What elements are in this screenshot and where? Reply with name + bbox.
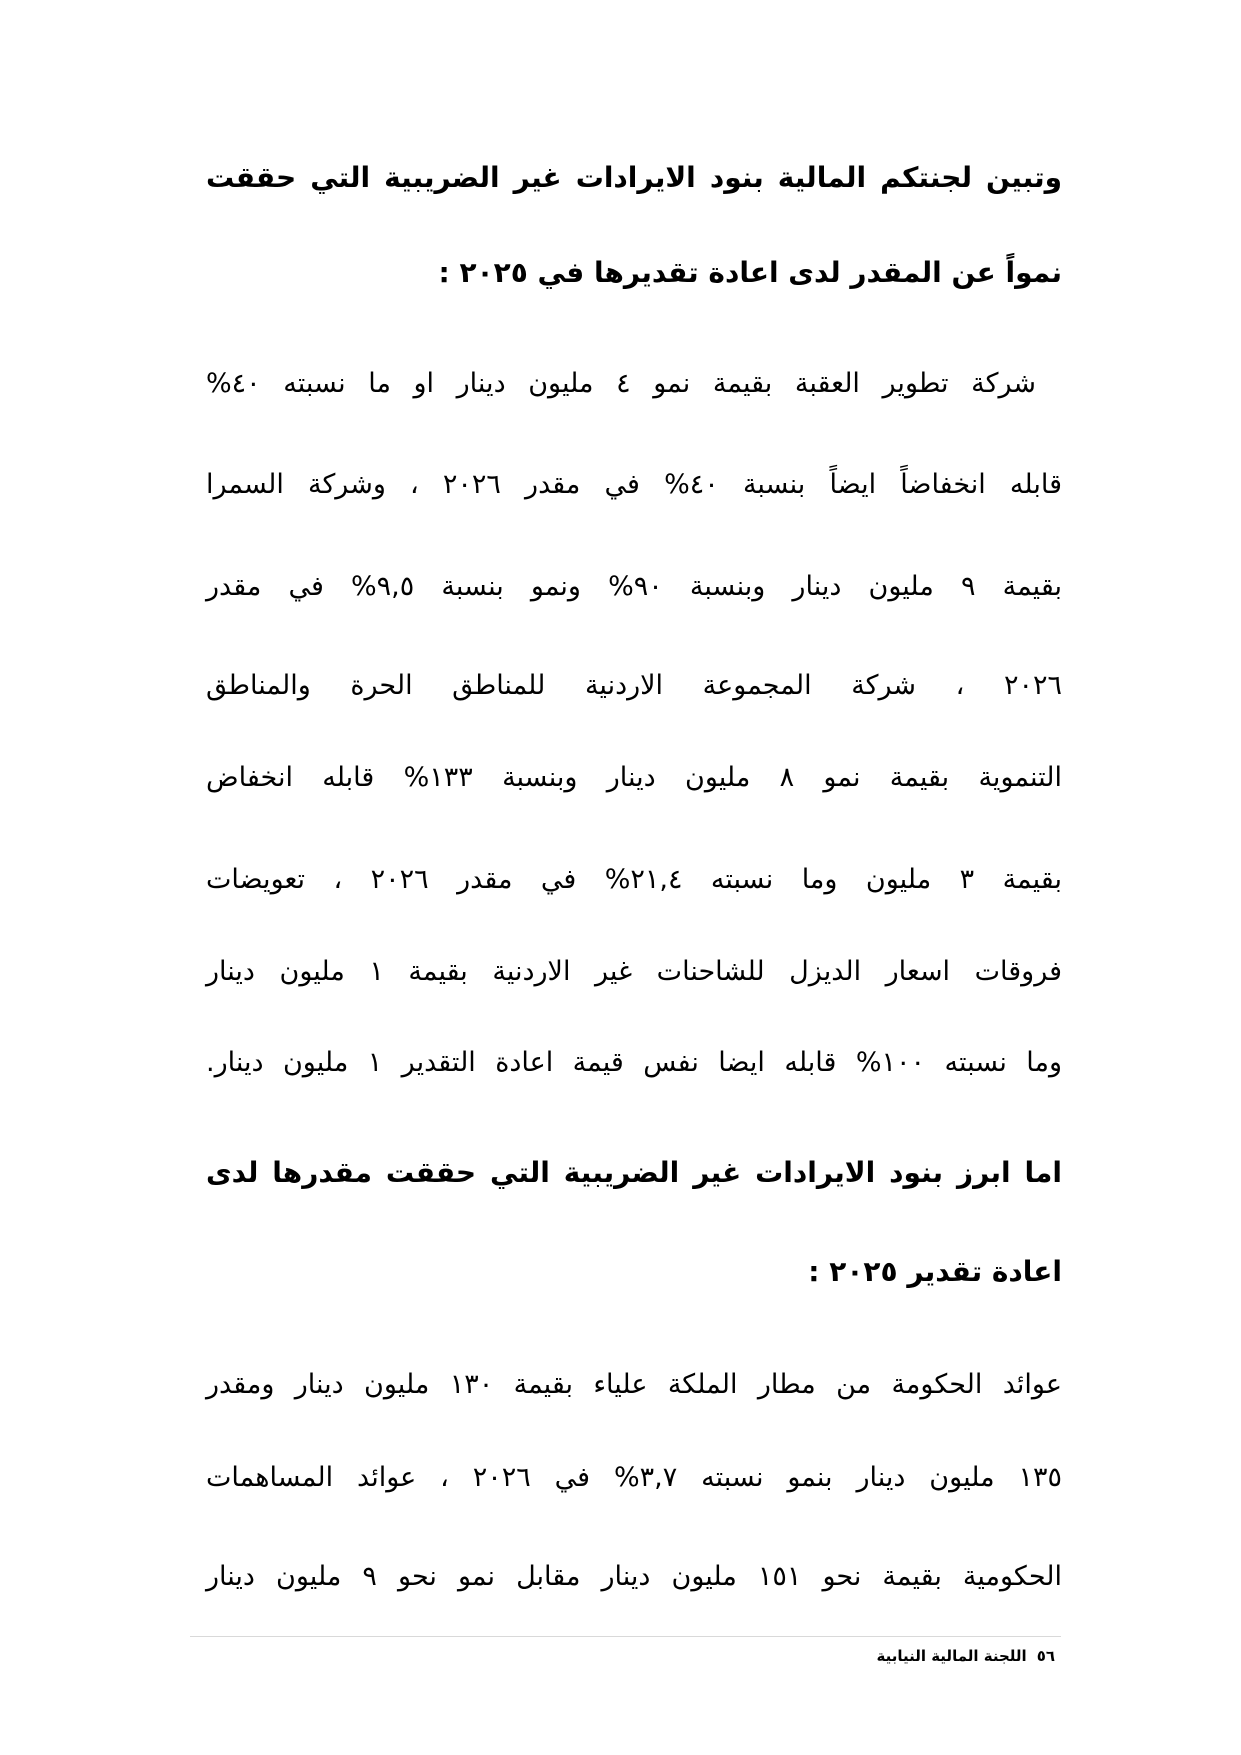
heading-2-line-2: اعادة تقدير ٢٠٢٥ : — [808, 1255, 1062, 1288]
footer-label: اللجنة المالية النيابية — [876, 1647, 1027, 1665]
page-number: ٥٦ — [1036, 1647, 1055, 1665]
heading-1-line-2: نمواً عن المقدر لدى اعادة تقديرها في ٢٠٢٥ : — [438, 256, 1062, 289]
paragraph-1-line-5: التنموية بقيمة نمو ٨ مليون دينار وبنسبة ١٣٣% قابله انخفاض — [206, 762, 1063, 793]
paragraph-1-line-8: وما نسبته ١٠٠% قابله ايضا نفس قيمة اعادة التقدير ١ مليون دينار. — [206, 1047, 1063, 1078]
footer-divider — [190, 1636, 1061, 1637]
heading-1-line-1: وتبين لجنتكم المالية بنود الايرادات غير الضريبية التي حققت — [206, 161, 1062, 194]
paragraph-1-line-7: فروقات اسعار الديزل للشاحنات غير الاردنية بقيمة ١ مليون دينار — [206, 956, 1062, 987]
heading-2-line-1: اما ابرز بنود الايرادات غير الضريبية التي حققت مقدرها لدى — [206, 1156, 1062, 1189]
paragraph-1-line-6: بقيمة ٣ مليون وما نسبته ٢١,٤% في مقدر ٢٠٢٦ ، تعويضات — [206, 864, 1062, 895]
paragraph-1-line-4: ٢٠٢٦ ، شركة المجموعة الاردنية للمناطق الحرة والمناطق — [206, 670, 1062, 701]
paragraph-2-line-2: ١٣٥ مليون دينار بنمو نسبته ٣,٧% في ٢٠٢٦ ، عوائد المساهمات — [206, 1462, 1063, 1493]
paragraph-1-line-2: قابله انخفاضاً ايضاً بنسبة ٤٠% في مقدر ٢٠٢٦ ، وشركة السمرا — [206, 469, 1062, 500]
paragraph-1-line-1: شركة تطوير العقبة بقيمة نمو ٤ مليون دينار او ما نسبته ٤٠% — [206, 368, 1036, 399]
paragraph-1-line-3: بقيمة ٩ مليون دينار وبنسبة ٩٠% ونمو بنسبة ٩,٥% في مقدر — [206, 571, 1062, 602]
paragraph-2-line-1: عوائد الحكومة من مطار الملكة علياء بقيمة ١٣٠ مليون دينار ومقدر — [206, 1369, 1062, 1400]
paragraph-2-line-3: الحكومية بقيمة نحو ١٥١ مليون دينار مقابل نمو نحو ٩ مليون دينار — [206, 1561, 1063, 1592]
page-footer — [866, 1647, 1055, 1665]
